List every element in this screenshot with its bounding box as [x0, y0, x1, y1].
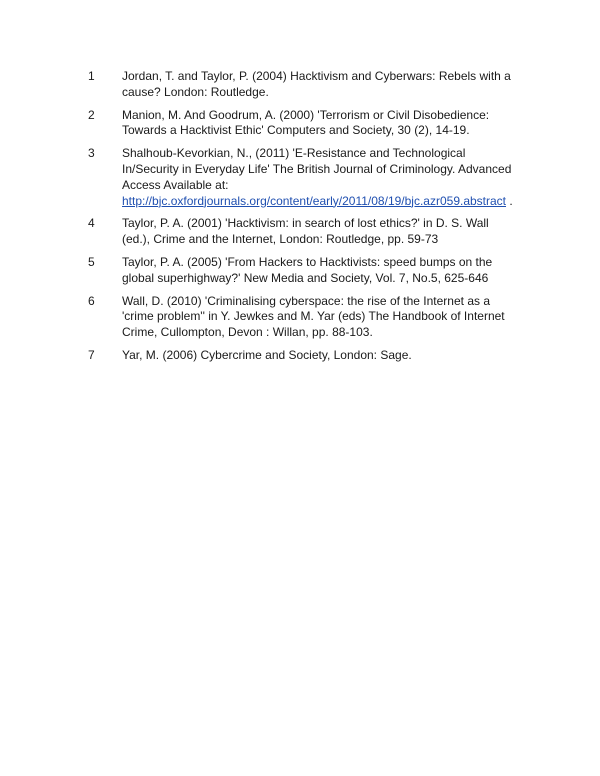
reference-list: [88, 69, 528, 371]
reference-line: Taylor, P. A. (2005) 'From Hackers to Hacktivists: speed bumps on the: [122, 254, 493, 269]
reference-line: Taylor, P. A. (2001) 'Hacktivism: in search of lost ethics?' in D. S. Wall: [122, 216, 489, 231]
journal-abstract-link[interactable]: http://bjc.oxfordjournals.org/content/early/2011/08/19/bjc.azr059.abstract: [122, 193, 507, 208]
reference-number: 6: [88, 293, 95, 308]
reference-line: 'crime problem'' in Y. Jewkes and M. Yar (eds) The Handbook of Internet: [122, 309, 505, 324]
reference-text: [122, 348, 528, 364]
reference-item-7: [88, 348, 528, 364]
reference-line: cause? London: Routledge.: [122, 84, 269, 99]
reference-number: 5: [88, 254, 95, 269]
reference-item-1: [88, 69, 528, 101]
reference-text: [122, 146, 528, 209]
reference-line: Shalhoub-Kevorkian, N., (2011) 'E-Resistance and Technological: [122, 146, 466, 161]
reference-item-3: [88, 146, 528, 209]
reference-line: (ed.), Crime and the Internet, London: Routledge, pp. 59-73: [122, 232, 439, 247]
reference-line: Access Available at:: [122, 177, 229, 192]
reference-text: [122, 294, 528, 341]
reference-line: Yar, M. (2006) Cybercrime and Society, London: Sage.: [122, 347, 412, 362]
reference-number: 2: [88, 107, 95, 122]
reference-line: Towards a Hacktivist Ethic' Computers and Society, 30 (2), 14-19.: [122, 123, 470, 138]
reference-text: [122, 69, 528, 101]
reference-item-5: [88, 255, 528, 287]
reference-number: 7: [88, 347, 95, 362]
reference-link-line: [122, 194, 528, 210]
reference-number: 4: [88, 216, 95, 231]
reference-item-2: [88, 108, 528, 140]
reference-text: [122, 255, 528, 287]
reference-item-6: [88, 294, 528, 341]
reference-line: Jordan, T. and Taylor, P. (2004) Hacktivism and Cyberwars: Rebels with a: [122, 69, 511, 83]
reference-line: In/Security in Everyday Life' The British Journal of Criminology. Advanced: [122, 161, 512, 176]
reference-line: Crime, Cullompton, Devon : Willan, pp. 88-103.: [122, 325, 373, 340]
reference-text: [122, 108, 528, 140]
reference-number: 3: [88, 146, 95, 161]
reference-number: 1: [88, 69, 95, 83]
reference-item-4: [88, 216, 528, 248]
reference-line: Manion, M. And Goodrum, A. (2000) 'Terrorism or Civil Disobedience:: [122, 107, 490, 122]
reference-text: [122, 216, 528, 248]
reference-line: global superhighway?' New Media and Society, Vol. 7, No.5, 625-646: [122, 270, 489, 285]
reference-line: Wall, D. (2010) 'Criminalising cyberspace: the rise of the Internet as a: [122, 293, 491, 308]
reference-link-suffix: .: [506, 193, 513, 208]
